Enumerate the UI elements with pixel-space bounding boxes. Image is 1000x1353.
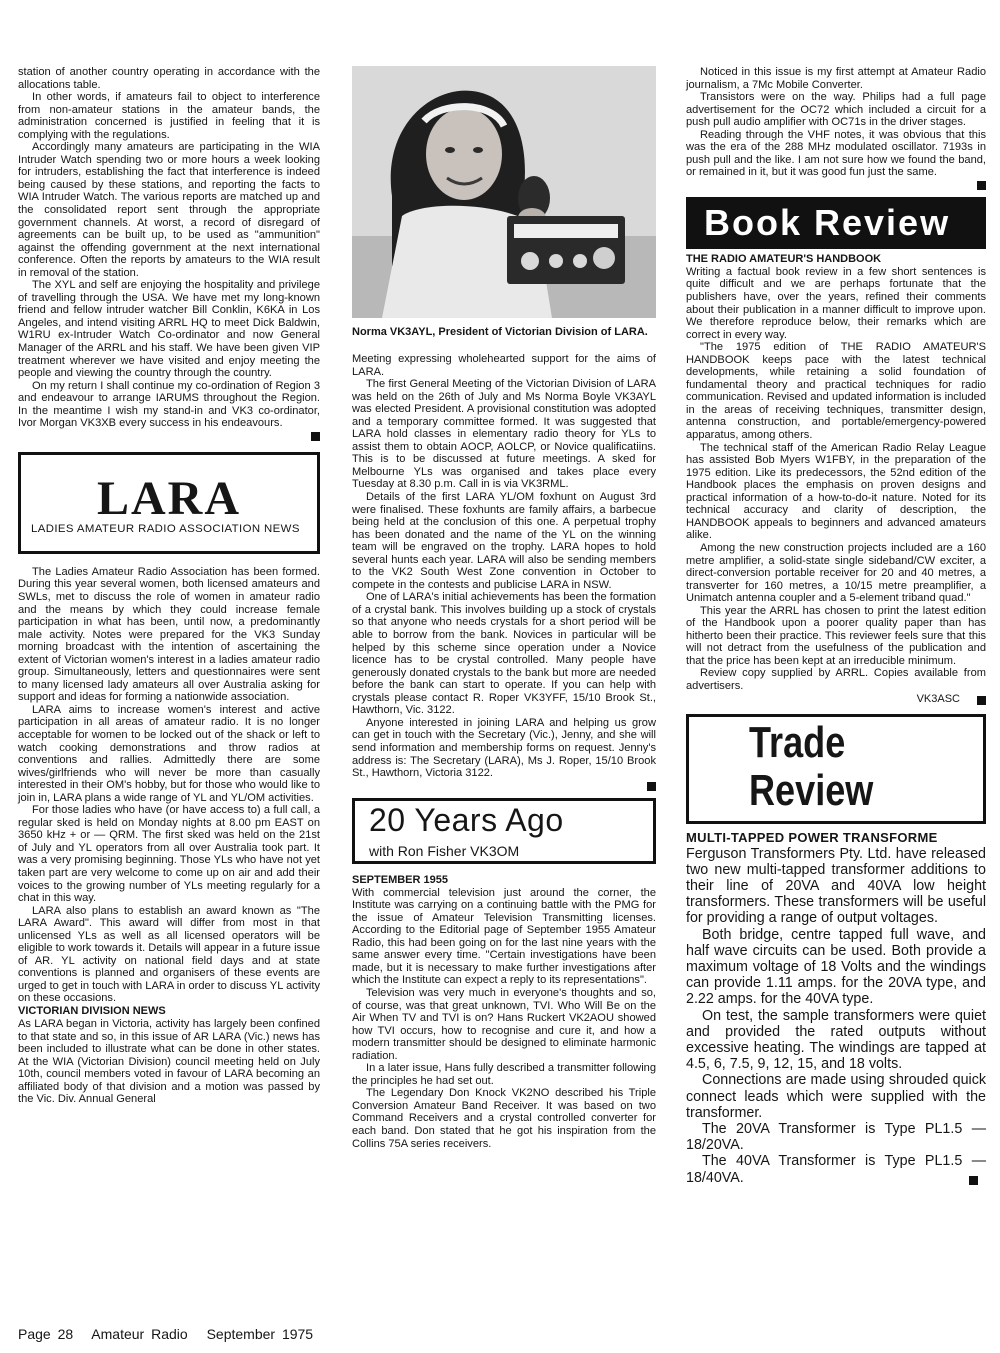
twenty-years-ago-box (352, 798, 656, 864)
twenty-years-title: 20 Years Ago (369, 801, 564, 838)
paragraph: Ferguson Transformers Pty. Ltd. have released two new multi-tapped transformer additions to their line of 20VA and 40VA low height transformers. These transformers will be useful for providing a range of output voltages. (686, 845, 986, 927)
paragraph: LARA aims to increase women's interest and active participation in all areas of amateur radio. It is no longer acceptable for women to be locked out of the shack or left to watch cooking demonstrations and throw radios at conventions and rallies. Admittedly there are some wives/girlfriends who will never be more than casually interested in their OM's hobby, but for those who would like to join in, LARA plans a wide range of YL and YL/OM activities. (18, 703, 320, 804)
paragraph: Television was very much in everyone's thoughts and so, of course, was that great unknown, TVI. Who Will Be on the Air When TV and TVI is on? Hans Ruckert VK2AOU showed how TVI occurs, how to recognise and cure it, and how a modern transmitter should be designed to eliminate harmonic radiation. (352, 986, 656, 1062)
paragraph: LARA also plans to establish an award known as "The LARA Award". This award will differ from most in that unlicensed YLs as well as all licensed operators will be eligible to work towards it. Details will appear in a future issue of AR. YL activity on national field days and at state conventions is planned and organisers of these events are urged to get in touch with LARA in order to discuss YL activity on these occasions. (18, 904, 320, 1005)
end-of-article-mark (977, 181, 986, 190)
paragraph: Review copy supplied by ARRL. Copies available from advertisers. (686, 667, 986, 692)
column-right (686, 66, 986, 1198)
paragraph: On test, the sample transformers were quiet and provided the rated outputs without excessive heating. The windings are tapped at 4.5, 6, 7.5, 9, 12, 15, and 18 volts. (686, 1007, 986, 1073)
trade-review-title (749, 719, 873, 815)
photo-caption: Norma VK3AYL, President of Victorian Division of LARA. (352, 326, 648, 338)
paragraph: For those ladies who have (or have access to) a full call, a regular sked is held on Monday nights at 8.00 pm EAST on 3650 kHz + or — QRM. The first sked was held on the 21st of July and YL operators from all over Australia took part. It was a very promising beginning. Those YLs who have not yet taken part are very welcome to come up on air and add their voices to the growing number of YLs meeting regularly for a chat in this way. (18, 804, 320, 905)
issue-date: September 1975 (206, 1326, 314, 1342)
trade-title-line2: Review (749, 765, 874, 815)
paragraph: Details of the first LARA YL/OM foxhunt on August 3rd were finalised. These foxhunts are family affairs, a barbecue being held at the conclusion of this one. A perpetual trophy has been donated and the name of the YL on the winning team will be engraved on the trophy. LARA hopes to hold several hunts each year. LARA will also be sending members to the VK2 South West Zone convention in October to compete in the contests and publicise LARA in NSW. (352, 491, 656, 591)
lara-title: LARA (97, 471, 242, 525)
paragraph: "The 1975 edition of THE RADIO AMATEUR'S HANDBOOK keeps pace with the latest technical developments, while retaining a solid foundation of fundamental theory and practical techniques for radio communication. Revised and updated information is included in the areas of receiving techniques, transmitter design, antenna construction, and portable/emergency-powered apparatus, among others. (686, 341, 986, 442)
book-review-banner: Book Review (686, 197, 986, 249)
paragraph: Among the new construction projects included are a 160 metre amplifier, a solid-state single sideband/CW exciter, a direct-conversion portable receiver for 20 and 40 metres, a transverter for 160 metres, a 10/15 metre preamplifier, a Unimatch antenna coupler and a 5-element triband quad." (686, 541, 986, 605)
paragraph: Meeting expressing wholehearted support for the aims of LARA. (352, 353, 656, 378)
twenty-years-byline: with Ron Fisher VK3OM (369, 842, 520, 859)
paragraph: Reading through the VHF notes, it was obvious that this was the era of the 288 MHz modulated oscillator. 7193s in push pull and the like. I am not sure how we found the band, or remained in it, but it was good fun just the same. (686, 128, 986, 179)
paragraph: As LARA began in Victoria, activity has largely been confined to that state and so, in this issue of AR LARA (Vic.) news has been included to illustrate what can be done in other states. At the WIA (Victorian Division) council meeting held on July 10th, council members voted in favour of LARA becoming an affiliated body of that division and a motion was passed by the Vic. Div. Annual General (18, 1018, 320, 1106)
paragraph: The 40VA Transformer is Type PL1.5 — 18/40VA. (686, 1153, 986, 1186)
end-of-article-mark (311, 432, 320, 441)
paragraph: This year the ARRL has chosen to print the latest edition of the Handbook upon a poorer quality paper than has hitherto been their practice. This reviewer feels sure that this will not detract from the usefulness of the publication and that the price has been kept at an irreducible minimum. (686, 604, 986, 667)
paragraph: Transistors were on the way. Philips had a full page advertisement for the OC72 which included a circuit for a push pull audio amplifier with OC71s in the driver stages. (686, 91, 986, 129)
paragraph: The technical staff of the American Radio Relay League has assisted Bob Myers W1FBY, in the preparation of the 1975 edition. Like its predecessors, the 52nd edition of the Handbook places the emphasis on proven designs and practical information of a how-to-do-it nature. Noted for its technical accuracy and clarity of description, the HANDBOOK appeals to beginners and advanced amateurs alike. (686, 441, 986, 542)
trade-review-body (686, 846, 986, 1186)
book-title-heading: THE RADIO AMATEUR'S HANDBOOK (686, 252, 882, 265)
paragraph: The Legendary Don Knock VK2NO described his Triple Conversion Amateur Band Receiver. It was based on two Command Receivers and a crystal controlled converter for each band. Don stated that he got his inspiration from the Collins 75A series receivers. (352, 1087, 656, 1150)
paragraph: Both bridge, centre tapped full wave, and half wave circuits can be used. Both provide a maximum voltage of 18 Volts and the windings can provide 1.11 amps. for the 20VA type, and 2.22 amps. for the 40VA type. (686, 926, 986, 1008)
victorian-division-heading: VICTORIAN DIVISION NEWS (18, 1005, 166, 1017)
photo-illustration (352, 66, 656, 318)
paragraph: One of LARA's initial achievements has been the formation of a crystal bank. This involves building up a stock of crystals so that anyone who needs crystals for a short period will be able to borrow from the bank. Novices in particular will be helped by this scheme since operation under a Novice licence has to be crystal controlled. Many people have generously donated crystals to the bank but more are needed before the bank can start to operate. If you can help with crystals please contact R. Roper VK3YFF, 15/10 Brook St., Hawthorn, Vic. 3122. (352, 591, 656, 717)
paragraph: On my return I shall continue my co-ordination of Region 3 and endeavour to arrange IARUMS throughout the Region. In the meantime I wish my stand-in and VK3 co-ordinator, Ivor Morgan VK3XB every success in his endeavours. (18, 379, 320, 430)
paragraph: The XYL and self are enjoying the hospitality and privilege of travelling through the USA. We have met my long-known friend and fellow intruder watcher Bill Conklin, K6KA in Los Angeles, and intend visiting ARRL HQ to meet Dick Baldwin, W1RU ex-Intruder Watch Co-ordinator and now General Manager of the ARRL and his staff. We have been given VIP treatment wherever we have visited and enjoy meeting the people and viewing the country through the country. (18, 279, 320, 380)
trade-title-line1: Trade (749, 717, 846, 767)
column-left (18, 66, 320, 1106)
paragraph: Noticed in this issue is my first attempt at Amateur Radio journalism, a 7Mc Mobile Converter. (686, 66, 986, 91)
paragraph: Writing a factual book review in a few short sentences is quite difficult and we are perhaps fortunate that the publishers have, over the years, refined their comments about their publication in a manner difficult to improve upon. We therefore reproduce below, their remarks which are correct in every way. (686, 265, 986, 341)
paragraph: In other words, if amateurs fail to object to interference from non-amateur stations in the amateur bands, the administration concerned is justified in feeling that it is complying with the regulations. (18, 91, 320, 141)
page-footer (18, 1326, 325, 1342)
end-of-article-mark (647, 782, 656, 791)
paragraph: Accordingly many amateurs are participating in the WIA Intruder Watch spending two or more hours a week looking for intruders, establishing the fact that interference is indeed being caused by these stations, and reporting the facts to WIA Intruder Watch. The various reports are matched up and the consolidated report sent through the appropriate government channels. At worst, a record of disregard of agreements can be built up, to be used as "ammunition" against the offending government at the next international conference. Often the reports by amateurs to the WIA result in removal of the station. (18, 141, 320, 279)
paragraph: In a later issue, Hans fully described a transmitter following the principles he had set out. (352, 1062, 656, 1087)
reviewer-signoff: VK3ASC (916, 692, 960, 705)
end-of-article-mark (977, 696, 986, 705)
paragraph: Anyone interested in joining LARA and helping us grow can get in touch with the Secretary (Vic.), Jenny, and she will send information and membership forms on request. Jenny's address is: The Secretary (LARA), Ms J. Roper, 15/10 Brook St., Hawthorn, Victoria 3122. (352, 716, 656, 780)
paragraph: The 20VA Transformer is Type PL1.5 — 18/20VA. (686, 1120, 986, 1154)
trade-review-box (686, 714, 986, 824)
paragraph: With commercial television just around the corner, the Institute was carrying on a continuing battle with the PMG for the issue of Amateur Television Transmitting licenses. According to the Editorial page of September 1955 Amateur Radio, this had been going on for the last nine years with the same answer every time. "Certain investigations have been made, but it is necessary to make further investigations after which the Institute can expect a reply to its representations". (352, 886, 656, 987)
lara-heading-box (18, 452, 320, 554)
column-middle (352, 66, 656, 1150)
paragraph: Connections are made using shrouded quick connect leads which were supplied with the transformer. (686, 1072, 986, 1121)
photo-norma-vk3ayl (352, 66, 656, 318)
page-number: Page 28 (18, 1326, 74, 1342)
paragraph: The Ladies Amateur Radio Association has been formed. During this year several women, both licensed amateurs and SWLs, met to discuss the role of women in amateur radio and the means by which they could increase female participation in what has been, until now, a predominantly male activity. Notes were prepared for the VK3 Sunday morning broadcast with the intention of ascertaining the extent of Victorian women's interest in a ladies amateur radio group. Simultaneously, letters and questionnaires were sent to many licensed lady amateurs all over Australia asking for support and ideas for forming a nationwide association. (18, 565, 320, 704)
september-1955-heading: SEPTEMBER 1955 (352, 873, 448, 886)
lara-subtitle: LADIES AMATEUR RADIO ASSOCIATION NEWS (31, 522, 300, 535)
magazine-name: Amateur Radio (91, 1326, 188, 1342)
end-of-article-mark (969, 1176, 978, 1185)
paragraph: The first General Meeting of the Victorian Division of LARA was held on the 26th of July and Ms Norma Boyle VK3AYL was elected President. A provisional constitution was adopted and a temporary committee formed. It was suggested that LARA hold classes in elementary radio theory for YLs to assist them to obtain AOCP, AOLCP, or Novice qualificatiins. This is to be discussed at future meetings. A sked for Melbourne YLs was organised and takes place every Tuesday at 8.30 p.m. Call in is via VK3RML. (352, 378, 656, 491)
paragraph: station of another country operating in accordance with the allocations table. (18, 66, 320, 91)
trade-review-heading: MULTI-TAPPED POWER TRANSFORME (686, 829, 938, 845)
